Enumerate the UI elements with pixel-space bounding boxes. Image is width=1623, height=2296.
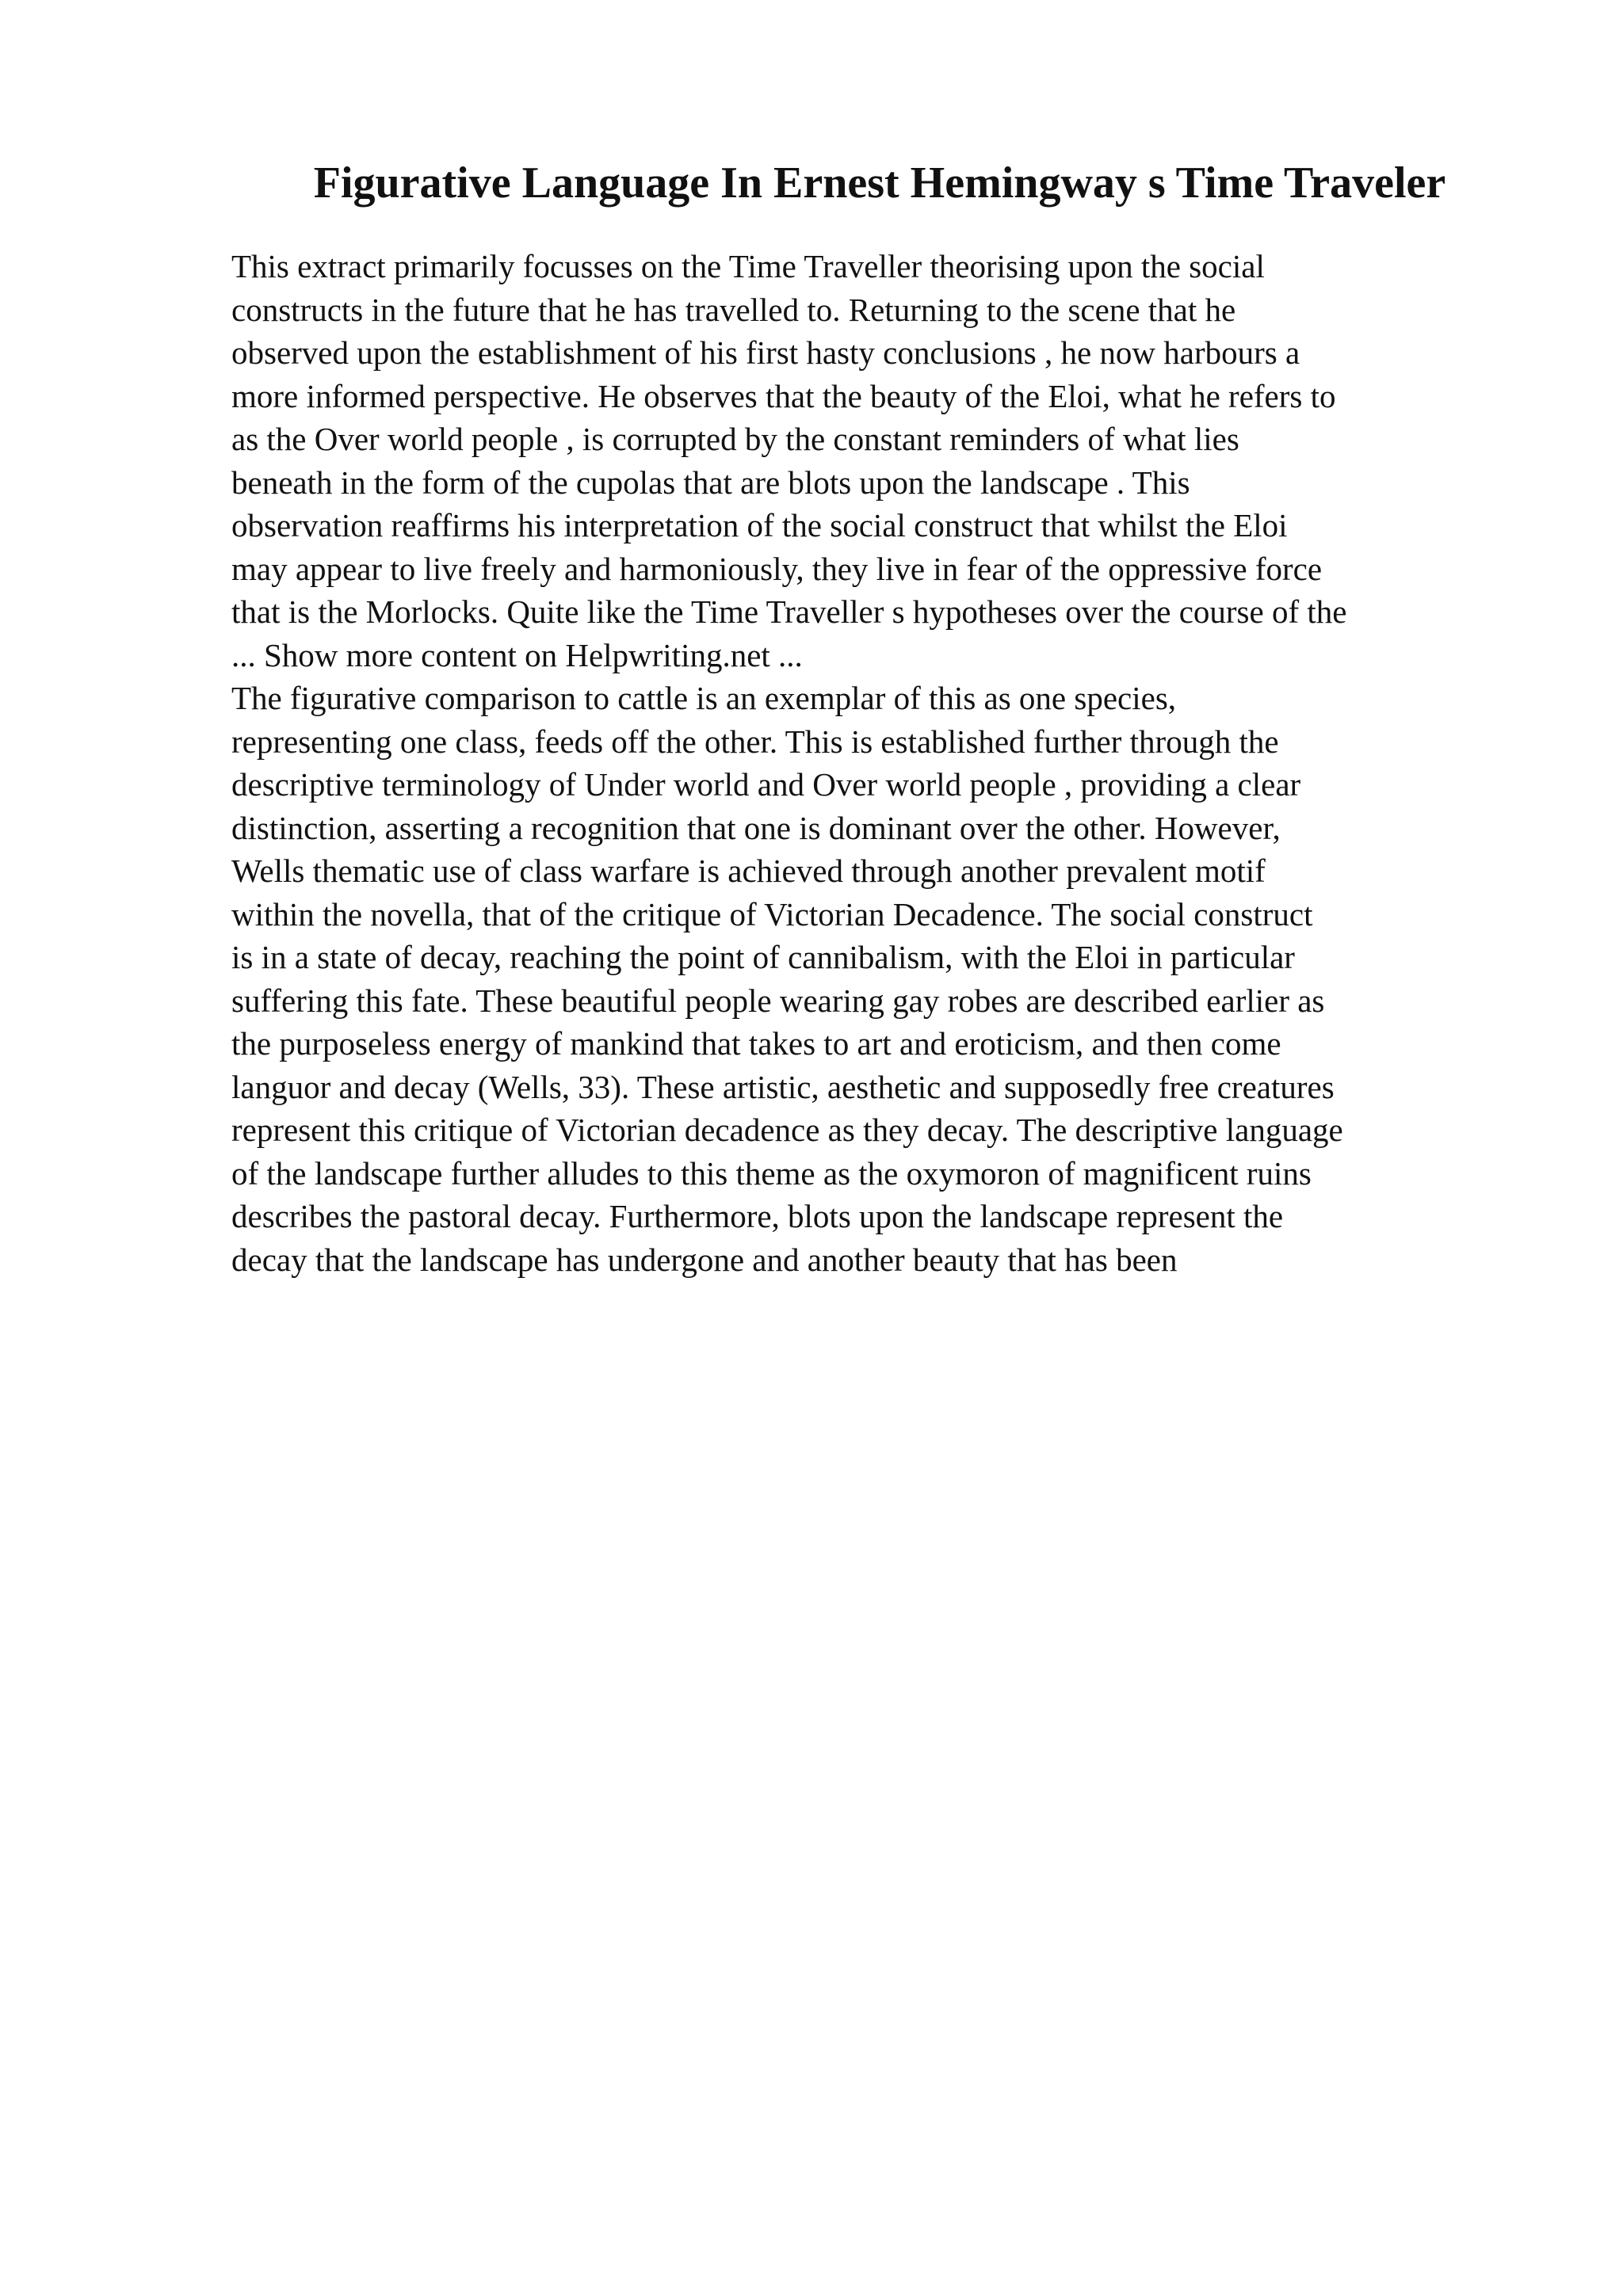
body-line: represent this critique of Victorian decadence as they decay. The descriptive language (231, 1112, 1343, 1148)
body-line: that is the Morlocks. Quite like the Time Traveller s hypotheses over the course of the (231, 593, 1347, 630)
body-line: representing one class, feeds off the other. This is established further through the (231, 723, 1279, 760)
body-line: distinction, asserting a recognition that one is dominant over the other. However, (231, 809, 1281, 846)
body-line: observed upon the establishment of his first hasty conclusions , he now harbours a (231, 334, 1300, 371)
body-line: observation reaffirms his interpretation of the social construct that whilst the Eloi (231, 507, 1288, 543)
body-line: constructs in the future that he has travelled to. Returning to the scene that he (231, 291, 1236, 328)
body-line: the purposeless energy of mankind that takes to art and eroticism, and then come (231, 1025, 1281, 1062)
body-line: decay that the landscape has undergone and another beauty that has been (231, 1241, 1178, 1278)
body-line: of the landscape further alludes to this theme as the oxymoron of magnificent ruins (231, 1154, 1312, 1192)
document-body (231, 245, 1531, 1281)
body-line: The figurative comparison to cattle is an exemplar of this as one species, (231, 680, 1177, 716)
body-line: beneath in the form of the cupolas that are blots upon the landscape . This (231, 463, 1190, 501)
body-line: describes the pastoral decay. Furthermore, blots upon the landscape represent the (231, 1198, 1284, 1234)
body-line: suffering this fate. These beautiful people wearing gay robes are described earlier as (231, 982, 1325, 1019)
body-line: may appear to live freely and harmoniously, they live in fear of the oppressive force (231, 550, 1323, 587)
body-line: is in a state of decay, reaching the point of cannibalism, with the Eloi in particular (231, 939, 1295, 975)
document-title: Figurative Language In Ernest Hemingway s Time Traveler (313, 158, 1446, 208)
body-line: as the Over world people , is corrupted by the constant reminders of what lies (231, 421, 1239, 457)
body-line: descriptive terminology of Under world and Over world people , providing a clear (231, 766, 1301, 803)
body-line: languor and decay (Wells, 33). These artistic, aesthetic and supposedly free creatures (231, 1068, 1335, 1105)
body-line: Wells thematic use of class warfare is achieved through another prevalent motif (231, 852, 1266, 889)
body-line: This extract primarily focusses on the Time Traveller theorising upon the social (231, 248, 1265, 284)
body-line: within the novella, that of the critique of Victorian Decadence. The social construct (231, 895, 1313, 933)
show-more-line: ... Show more content on Helpwriting.net ... (231, 636, 803, 673)
body-line: more informed perspective. He observes that the beauty of the Eloi, what he refers to (231, 377, 1336, 414)
